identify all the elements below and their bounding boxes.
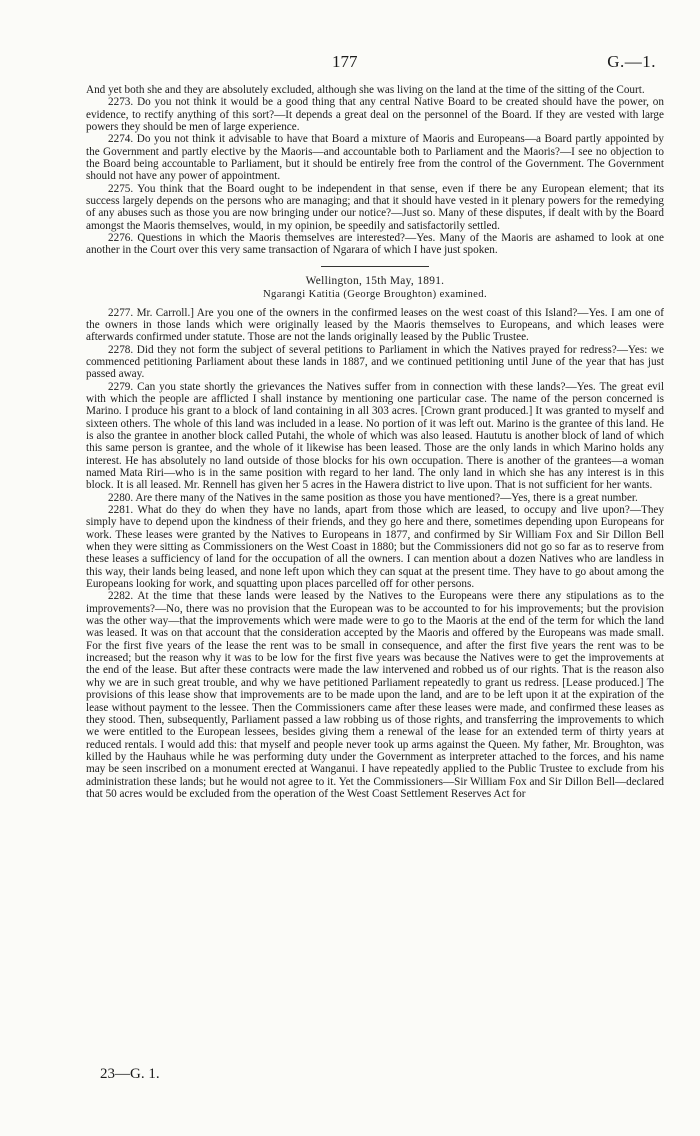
evidence-paragraph: 2277. Mr. Carroll.] Are you one of the owners in the confirmed leases on the west coast of this Island?—Yes. I am one of the owners in those lands which were originally leased by the Maoris themselves to Europeans, and which leases were afterwards confirmed under statute. Those are not the lands originally leased by the Public Trustee. [86, 306, 664, 344]
evidence-paragraph: And yet both she and they are absolutely excluded, although she was living on the land at the time of the sitting of the Court. [86, 84, 645, 96]
evidence-paragraph: 2276. Questions in which the Maoris themselves are interested?—Yes. Many of the Maoris are ashamed to look at one another in the Court over this very same transaction of Ngarara of which I have just spoken. [86, 232, 664, 257]
body-text [86, 84, 664, 800]
page-header [0, 52, 700, 76]
witness-heading: Ngarangi Katitia (George Broughton) examined. [262, 289, 488, 301]
page-number: 177 [332, 52, 358, 71]
evidence-paragraph: 2274. Do you not think it advisable to have that Board a mixture of Maoris and Europeans—a Board partly appointed by the Government and partly elective by the Maoris—and accountable both to Parliament and the Maoris?—I see no objection to the Board being accountable to Parliament, but it should be entirely free from the control of the Government. The Government should not have any power of appointment. [86, 133, 664, 183]
signature-mark: 23—G. 1. [100, 1066, 160, 1082]
evidence-paragraph: 2278. Did they not form the subject of several petitions to Parliament in which the Natives prayed for redress?—Yes: we commenced petitioning Parliament about these lands in 1887, and we continued petitioning until June of the year that has just passed away. [86, 343, 664, 381]
series-number: G.—1. [607, 52, 656, 71]
evidence-after [86, 307, 664, 801]
evidence-paragraph: 2280. Are there many of the Natives in the same position as those you have mentioned?—Yes, there is a great number. [108, 491, 638, 504]
dateline: Wellington, 15th May, 1891. [305, 274, 445, 287]
evidence-paragraph: 2273. Do you not think it would be a good thing that any central Native Board to be created should have the power, on evidence, to rectify anything of this sort?—It depends a great deal on the personnel of the Board. If they are vested with large powers they should be men of large experience. [86, 96, 664, 134]
evidence-before [86, 84, 664, 257]
evidence-paragraph: 2279. Can you state shortly the grievances the Natives suffer from in connection with these lands?—Yes. The great evil with which the people are afflicted I shall instance by mentioning one particular case. The name of the person concerned is Marino. I produce his grant to a block of land containing in all 303 acres. [Crown grant produced.] It was granted to myself and sixteen others. The whole of this land was included in a lease. No portion of it was left out. Marino is the grantee of this land. He is also the grantee in another block called Putahi, the whole of which was also leased. Haututu is another block of land of which this same person is grantee, and the whole of it likewise has been leased. Those are the only lands in which Marino holds any interest. He has absolutely no land outside of those blocks for his own occupation. There is another of the grantees—a woman named Mata Riri—who is in the same position with regard to her land. The only land in which she has any interest is in this block. It is all leased. Mr. Rennell has given her 5 acres in the Hawera district to live upon. That is not sufficient for her wants. [86, 380, 664, 492]
evidence-paragraph: 2275. You think that the Board ought to be independent in that sense, even if there be any European element; that its success largely depends on the persons who are managing; and that it should have vested in it plenary powers for the remedying of any abuses such as those you are now bringing under our notice?—Just so. Many of these disputes, if dealt with by the Board amongst the Maoris themselves, would, in my opinion, be speedily and satisfactorily settled. [86, 182, 664, 232]
section-rule [321, 266, 429, 267]
evidence-paragraph: 2282. At the time that these lands were leased by the Natives to the Europeans were there any stipulations as to the improvements?—No, there was no provision that the European was to be accounted to for his improvements; but the provision was the other way—that the improvements which were made were to go to the Maoris at the end of the term for which the land was leased. It was on that account that the consideration accepted by the Maoris and offered by the Europeans was made small. For the first five years of the lease the rent was to be small in consequence, and after the first five years the rent was to be increased; but the reason why it was to be low for the first five years was because the Natives were to get the improvements at the end of the lease. But after these contracts were made the law intervened and robbed us of our rights. That is the reason also why we are in such great trouble, and why we have petitioned Parliament repeatedly to grant us redress. [Lease produced.] The provisions of this lease show that improvements are to be made upon the land, and are to be left upon it at the expiration of the lease without payment to the lessee. Then the Commissioners came after these leases were made, and confirmed these leases as they stood. Then, subsequently, Parliament passed a law robbing us of those rights, and transferring the improvements to which we were entitled to the European lessees, besides giving them a renewal of the lease for an extended term of thirty years at reduced rentals. I would add this: that myself and people never took up arms against the Queen. My father, Mr. Broughton, was killed by the Hauhaus while he was performing duty under the Government as interpreter attached to the forces, and his name may be seen inscribed on a monument erected at Wanganui. I have repeatedly applied to the Public Trustee to exclude from his administration these lands; but he would not agree to it. Yet the Commissioners—Sir William Fox and Sir Dillon Bell—declared that 50 acres would be excluded from the operation of the West Coast Settlement Reserves Act for [86, 590, 664, 800]
evidence-paragraph: 2281. What do they do when they have no lands, apart from those which are leased, to occupy and live upon?—They simply have to depend upon the kindness of their friends, and they go here and there, sometimes depending upon Europeans for work. These leases were granted by the Natives to Europeans in 1877, and confirmed by Sir William Fox and Sir Dillon Bell when they were sitting as Commissioners on the West Coast in 1880; but the Commissioners did not go so far as to reserve from these leases a sufficiency of land for the occupation of all the owners. I can mention about a dozen Natives who are landless in this way, their lands being leased, and none left upon which they can squat at the present time. They have to go about among the Europeans looking for work, and squatting upon places parcelled off for other persons. [86, 504, 664, 591]
